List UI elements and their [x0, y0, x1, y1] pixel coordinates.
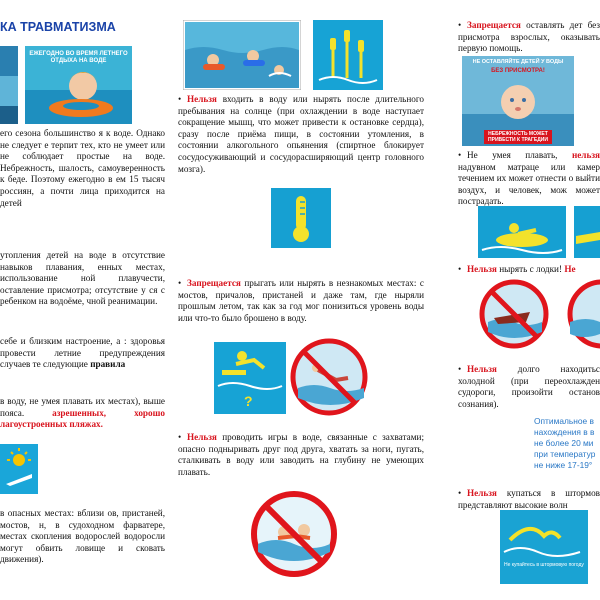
diving-sign-icon: [214, 342, 286, 414]
intro-paragraph: его сезона большинство я к воде. Однако не следует е терпит тех, кто не умеет или не соблюдает простые на воде. Небрежность, шалость, самоуверенность к беде. Поэтому ежегодно в ем 15 тысяч россиян, а почти лица приходится на детей: [0, 128, 165, 208]
no-boat-diving-prohibition-icon: [478, 278, 550, 350]
svg-text:?: ?: [244, 393, 253, 409]
no-boat-swimming-prohibition-icon: [566, 278, 600, 350]
thermometer-sign-icon: [271, 188, 331, 248]
mattress-sign-icon: [574, 206, 600, 258]
page-title: КА ТРАВМАТИЗМА: [0, 20, 116, 34]
optimal-time-note: Оптимальное в нахождения в в не более 20 ми при температур не ниже 17-19°: [534, 416, 596, 470]
rule-no-rough-games: • Нельзя проводить игры в воде, связанные с захватами; опасно подныривать друг под друга, хватать за ноги, пугать, сталкивать в воду или заводить на глубину не умеющих плавать.: [178, 432, 425, 477]
beach-sign-icon: [0, 444, 38, 494]
rule-no-swim-after-sun: • Нельзя входить в воду или нырять после длительного пребывания на солнце (при охлаждении в воде наступает сокращение мышц, что может привести к остановке сердца), сразу после приёма пищи, в состоянии утомления, в состоянии алкогольного опьянения (спиртное блокирует сосудосуживающий и сосудорасширяющий центр головного мозга).: [178, 94, 424, 174]
poster-top-text: НЕ ОСТАВЛЯЙТЕ ДЕТЕЙ У ВОДЫ: [472, 59, 564, 65]
swim-rule-paragraph: в воду, не умея плавать их местах), выше пояса. азрешенных, хорошо лагоустроенных пляжах.: [0, 396, 165, 430]
baby-warning-poster: [462, 56, 574, 146]
no-diving-prohibition-icon: [290, 338, 368, 416]
column-middle: [178, 0, 426, 600]
child-swim-ring-poster: [25, 46, 132, 124]
no-rough-play-prohibition-icon: [250, 490, 338, 578]
poster-bottom-text: НЕБРЕЖНОСТЬ МОЖЕТ ПРИВЕСТИ К ТРАГЕДИИ: [488, 131, 548, 143]
rule-no-unattended-children: • Запрещается оставлять дет без присмотра взрослых, оказывать первую помощь.: [458, 20, 600, 54]
poster-middle-text: БЕЗ ПРИСМОТРА!: [491, 68, 545, 74]
causes-paragraph: утопления детей на воде в отсутствие навыков плавания, енных местах, использование ной плавучести, оставление присмотра; отсутствие у ся с ребенком на водоёме, чной реанимации.: [0, 250, 165, 307]
rule-no-swimming-on-mattress: • Не умея плавать, нельзя надувном матраце или камер течением их может отнести о выйти воздух, и человек, мож может пострадать.: [458, 150, 600, 207]
rule-no-swimming-in-storm: • Нельзя купаться в штормов представляют высокие волн: [458, 488, 600, 510]
rule-no-long-cold-water: • Нельзя долго находитьс холодной (при переохлажден судороги, произойти останов сознания).: [458, 364, 600, 409]
storm-sign-caption: Не купайтесь в штормовую погоду: [504, 562, 584, 568]
storm-sign-icon: [500, 510, 588, 584]
rule-no-diving-unknown-places: • Запрещается прыгать или нырять в незнакомых местах: с мостов, причалов, пристаней и даже там, где ныряли прошлым летом, так как за год мог понизиться уровень воды или что-то было брошено в воду.: [178, 278, 424, 323]
swim-ring-sign-icon: [478, 206, 566, 258]
reeds-sign-icon: [313, 20, 383, 90]
advice-paragraph: себе и близким настроение, а : здоровья провести летние предупреждения случаев те следующие правила: [0, 336, 165, 370]
column-left: [0, 0, 165, 600]
poster-banner-text: ЕЖЕГОДНО ВО ВРЕМЯ ЛЕТНЕГО ОТДЫХА НА ВОДЕ: [29, 51, 128, 64]
water-photo: [0, 46, 18, 124]
rule-no-diving-from-boat: • Нельзя нырять с лодки! Не: [458, 264, 576, 274]
danger-places-paragraph: в опасных местах: вблизи ов, пристаней, мостов, н, в судоходном фарватере, местах скопления водорослей водоросли могут обвить ловище и сковать движения).: [0, 508, 165, 565]
swimming-children-illustration: [183, 20, 301, 90]
column-right: [458, 0, 600, 600]
